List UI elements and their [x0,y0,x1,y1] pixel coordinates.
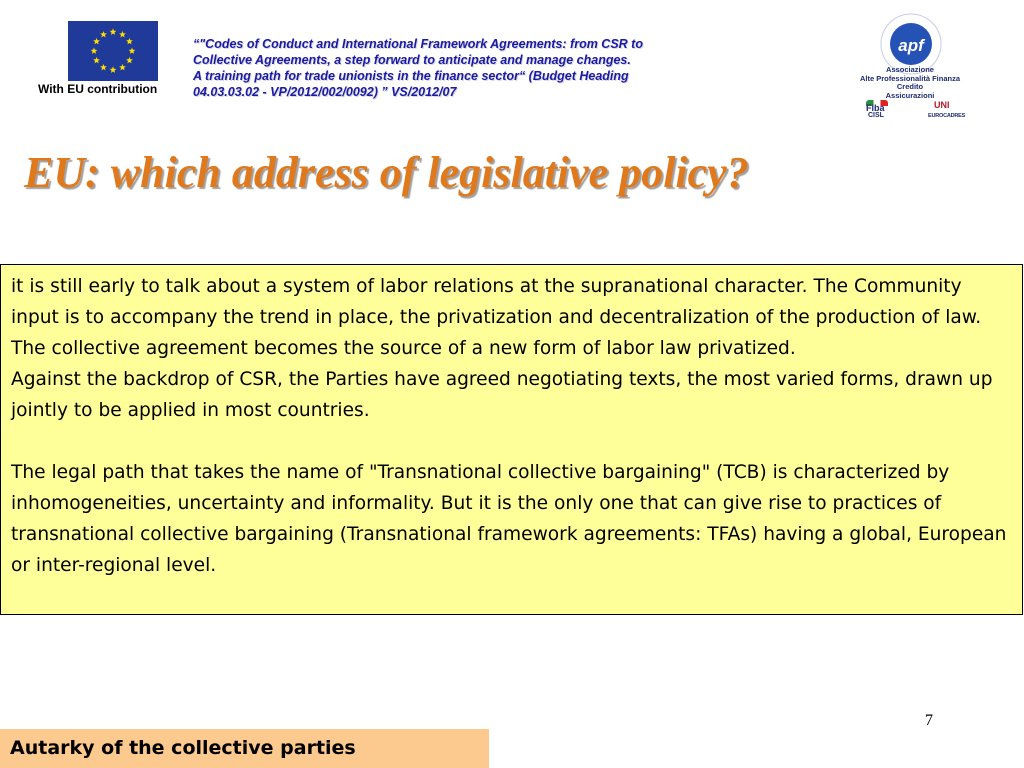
eu-star-icon [110,66,117,73]
uni-label: UNI [934,100,950,110]
eu-star-icon [119,31,126,38]
apf-acronym: apf [898,36,924,55]
eu-star-icon [100,31,107,38]
apf-line: Associazione [886,65,934,74]
eu-star-icon [100,64,107,71]
slide-title: EU: which address of legislative policy? [24,148,749,197]
apf-logo [852,10,968,122]
eu-star-icon [129,47,136,54]
eu-star-icon [91,47,98,54]
apf-logo-text [852,66,968,100]
apf-line: Credito [896,82,924,91]
eu-star-icon [126,57,133,64]
body-paragraph: The legal path that takes the name of "Transnational collective bargaining" (TCB) is characterized by inhomogeneities, uncertainty and informality. But it is the only one that can give rise to practices of transnational collective bargaining (Transnational framework agreements: TFAs) having a global, European or inter-regional level. [11,462,1007,576]
body-paragraph: Against the backdrop of CSR, the Parties have agreed negotiating texts, the most varied forms, drawn up jointly to be applied in most countries. [11,369,993,421]
project-line: 04.03.03.02 - VP/2012/002/0092) ” VS/2012/07 [193,85,457,99]
apf-line: Alte Professionalità Finanza [859,73,961,83]
eu-star-icon [93,57,100,64]
eu-star-icon [110,28,117,35]
union-logos [866,100,966,122]
project-line: Collective Agreements, a step forward to anticipate and manage changes. [193,53,631,67]
eu-contribution-caption: With EU contribution [38,82,158,96]
project-line: “"Codes of Conduct and International Framework Agreements: from CSR to [193,37,643,51]
eu-star-icon [126,38,133,45]
content-box [0,264,1023,615]
body-paragraph: it is still early to talk about a system of labor relations at the supranational character. The Community input is to accompany the trend in place, the privatization and decentralization of the production of law. The collective agreement becomes the source of a new form of labor law privatized. [11,276,982,359]
eu-star-icon [119,64,126,71]
fiba-label: Fiba [866,103,885,113]
footer-label: Autarky of the collective parties [0,729,489,768]
eurocadres-label: EUROCADRES [928,113,966,119]
project-line: A training path for trade unionists in the finance sector“ (Budget Heading [193,69,629,83]
cisl-label: CISL [868,112,884,119]
eu-flag-icon [68,21,158,81]
page-number: 7 [925,712,933,729]
project-description [193,36,793,100]
apf-line: Assicurazioni [885,90,935,100]
eu-star-icon [93,38,100,45]
